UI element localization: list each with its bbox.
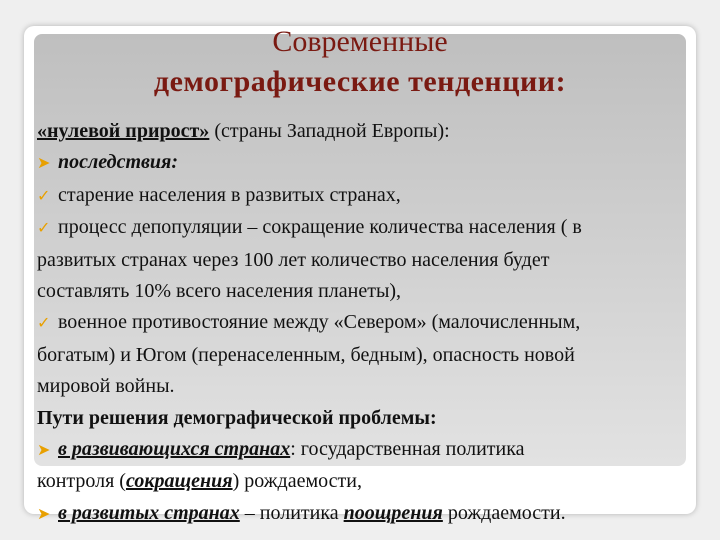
item-aging-text: старение населения в развитых странах,	[58, 183, 401, 206]
item-confrontation-line-3: мировой войны.	[37, 375, 175, 398]
developed-encouragement-term: поощрения	[343, 501, 443, 524]
consequences-label: последствия:	[58, 151, 179, 174]
arrow-bullet-icon: ➤	[37, 442, 51, 460]
developed-rest-1: – политика	[239, 501, 344, 524]
zero-growth-line	[37, 116, 689, 147]
title-line-1: Современные	[272, 25, 448, 58]
item-confrontation-line-1: военное противостояние между «Севером» (малочисленным,	[58, 311, 581, 334]
solutions-heading: Пути решения демографической проблемы:	[37, 406, 437, 429]
zero-growth-rest: (страны Западной Европы):	[209, 120, 450, 142]
developed-line	[37, 498, 689, 530]
checkmark-icon: ✓	[37, 187, 51, 205]
item-aging	[37, 180, 689, 212]
checkmark-icon: ✓	[37, 315, 51, 333]
item-depopulation	[37, 212, 689, 244]
item-confrontation	[37, 307, 689, 339]
slide-title	[60, 22, 660, 102]
zero-growth-term: «нулевой прирост»	[37, 120, 210, 142]
slide-body	[37, 116, 689, 530]
developing-line-2	[37, 466, 689, 497]
developing-line-2-a: контроля (	[37, 470, 126, 493]
item-depopulation-line-2: развитых странах через 100 лет количество населения будет	[37, 248, 550, 271]
title-line-2: демографические тенденции:	[153, 65, 567, 98]
consequences-line	[37, 147, 689, 179]
developing-rest: : государственная политика	[290, 438, 525, 461]
developing-line-2-b: ) рождаемости,	[232, 470, 362, 493]
item-confrontation-line-2: богатым) и Югом (перенаселенным, бедным), опасность новой	[37, 343, 575, 366]
developed-rest-2: рождаемости.	[442, 501, 566, 524]
item-depopulation-line-3: составлять 10% всего населения планеты),	[37, 280, 402, 303]
arrow-bullet-icon: ➤	[37, 155, 51, 173]
checkmark-icon: ✓	[37, 220, 51, 238]
developing-line	[37, 434, 689, 466]
developing-reduction-term: сокращения	[125, 470, 233, 493]
developed-term: в развитых странах	[58, 501, 240, 524]
item-depopulation-line-1: процесс депопуляции – сокращение количества населения ( в	[58, 216, 582, 239]
developing-term: в развивающихся странах	[58, 438, 291, 461]
arrow-bullet-icon: ➤	[37, 505, 51, 523]
